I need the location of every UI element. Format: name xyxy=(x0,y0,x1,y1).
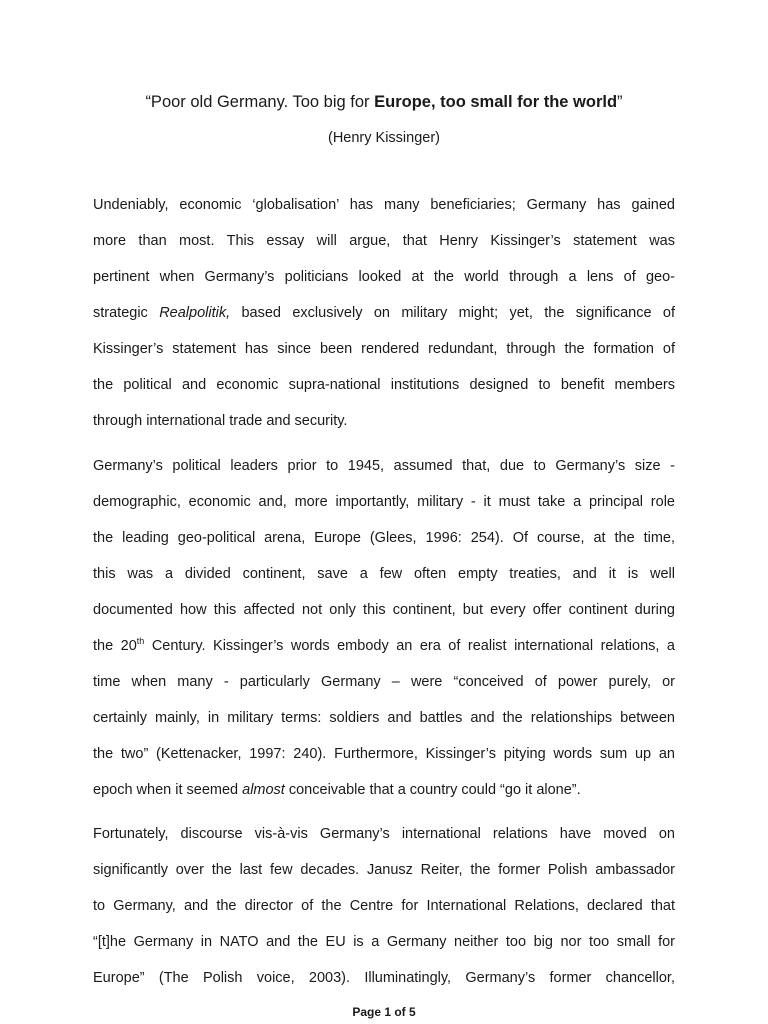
p1-line-4-a: strategic xyxy=(93,305,160,321)
p2-line-10-c: conceivable that a country could “go it alone”. xyxy=(284,782,581,798)
page-number: Page 1 of 5 xyxy=(352,1005,416,1019)
p3-line-4: “[t]he Germany in NATO and the EU is a Germany neither too big nor too small for xyxy=(93,934,675,950)
p2-line-6 xyxy=(93,637,675,673)
title-text-part3: ” xyxy=(617,93,623,111)
paragraph-1 xyxy=(93,196,675,448)
paragraph-2 xyxy=(93,457,675,817)
p3-line-2: significantly over the last few decades. Janusz Reiter, the former Polish ambassador xyxy=(93,862,675,878)
p1-line-4 xyxy=(93,304,675,340)
p2-line-6-a: the 20 xyxy=(93,638,137,654)
p2-line-10 xyxy=(93,781,675,817)
p2-line-5: documented how this affected not only this continent, but every offer continent during xyxy=(93,602,675,618)
p2-line-10-a: epoch when it seemed xyxy=(93,782,243,798)
p1-line-6: the political and economic supra-national institutions designed to benefit members xyxy=(93,377,675,393)
p2-line-3: the leading geo-political arena, Europe (Glees, 1996: 254). Of course, at the time, xyxy=(93,530,675,546)
p3-line-1: Fortunately, discourse vis-à-vis Germany’s international relations have moved on xyxy=(93,826,675,842)
p3-line-5: Europe” (The Polish voice, 2003). Illuminatingly, Germany’s former chancellor, xyxy=(93,970,675,986)
p2-line-8: certainly mainly, in military terms: soldiers and battles and the relationships between xyxy=(93,710,675,726)
p2-line-7: time when many - particularly Germany – were “conceived of power purely, or xyxy=(93,674,675,690)
ordinal-superscript: th xyxy=(136,636,145,647)
p3-line-3: to Germany, and the director of the Centre for International Relations, declared that xyxy=(93,898,675,914)
p1-line-1: Undeniably, economic ‘globalisation’ has many beneficiaries; Germany has gained xyxy=(93,197,675,213)
p2-line-4: this was a divided continent, save a few often empty treaties, and it is well xyxy=(93,566,675,582)
p1-line-2: more than most. This essay will argue, that Henry Kissinger’s statement was xyxy=(93,233,675,249)
paragraph-3 xyxy=(93,825,675,1005)
p2-line-2: demographic, economic and, more importantly, military - it must take a principal role xyxy=(93,494,675,510)
title-text-part1: “Poor old Germany. Too big for xyxy=(145,93,375,111)
p1-line-7: through international trade and security. xyxy=(93,413,348,429)
p2-line-9: the two” (Kettenacker, 1997: 240). Furthermore, Kissinger’s pitying words sum up an xyxy=(93,746,675,762)
realpolitik-italic: Realpolitik, xyxy=(159,305,231,321)
essay-title xyxy=(0,92,768,112)
p1-line-4-c: based exclusively on military might; yet, the significance of xyxy=(230,305,675,321)
quote-author: (Henry Kissinger) xyxy=(328,130,440,146)
almost-italic: almost xyxy=(242,782,285,798)
title-text-bold: Europe, too small for the world xyxy=(374,93,618,111)
p1-line-5: Kissinger’s statement has since been rendered redundant, through the formation of xyxy=(93,341,675,357)
p2-line-1: Germany’s political leaders prior to 1945, assumed that, due to Germany’s size - xyxy=(93,458,675,474)
p1-line-3: pertinent when Germany’s politicians looked at the world through a lens of geo- xyxy=(93,269,675,285)
p2-line-6-b: Century. Kissinger’s words embody an era of realist international relations, a xyxy=(144,638,675,654)
